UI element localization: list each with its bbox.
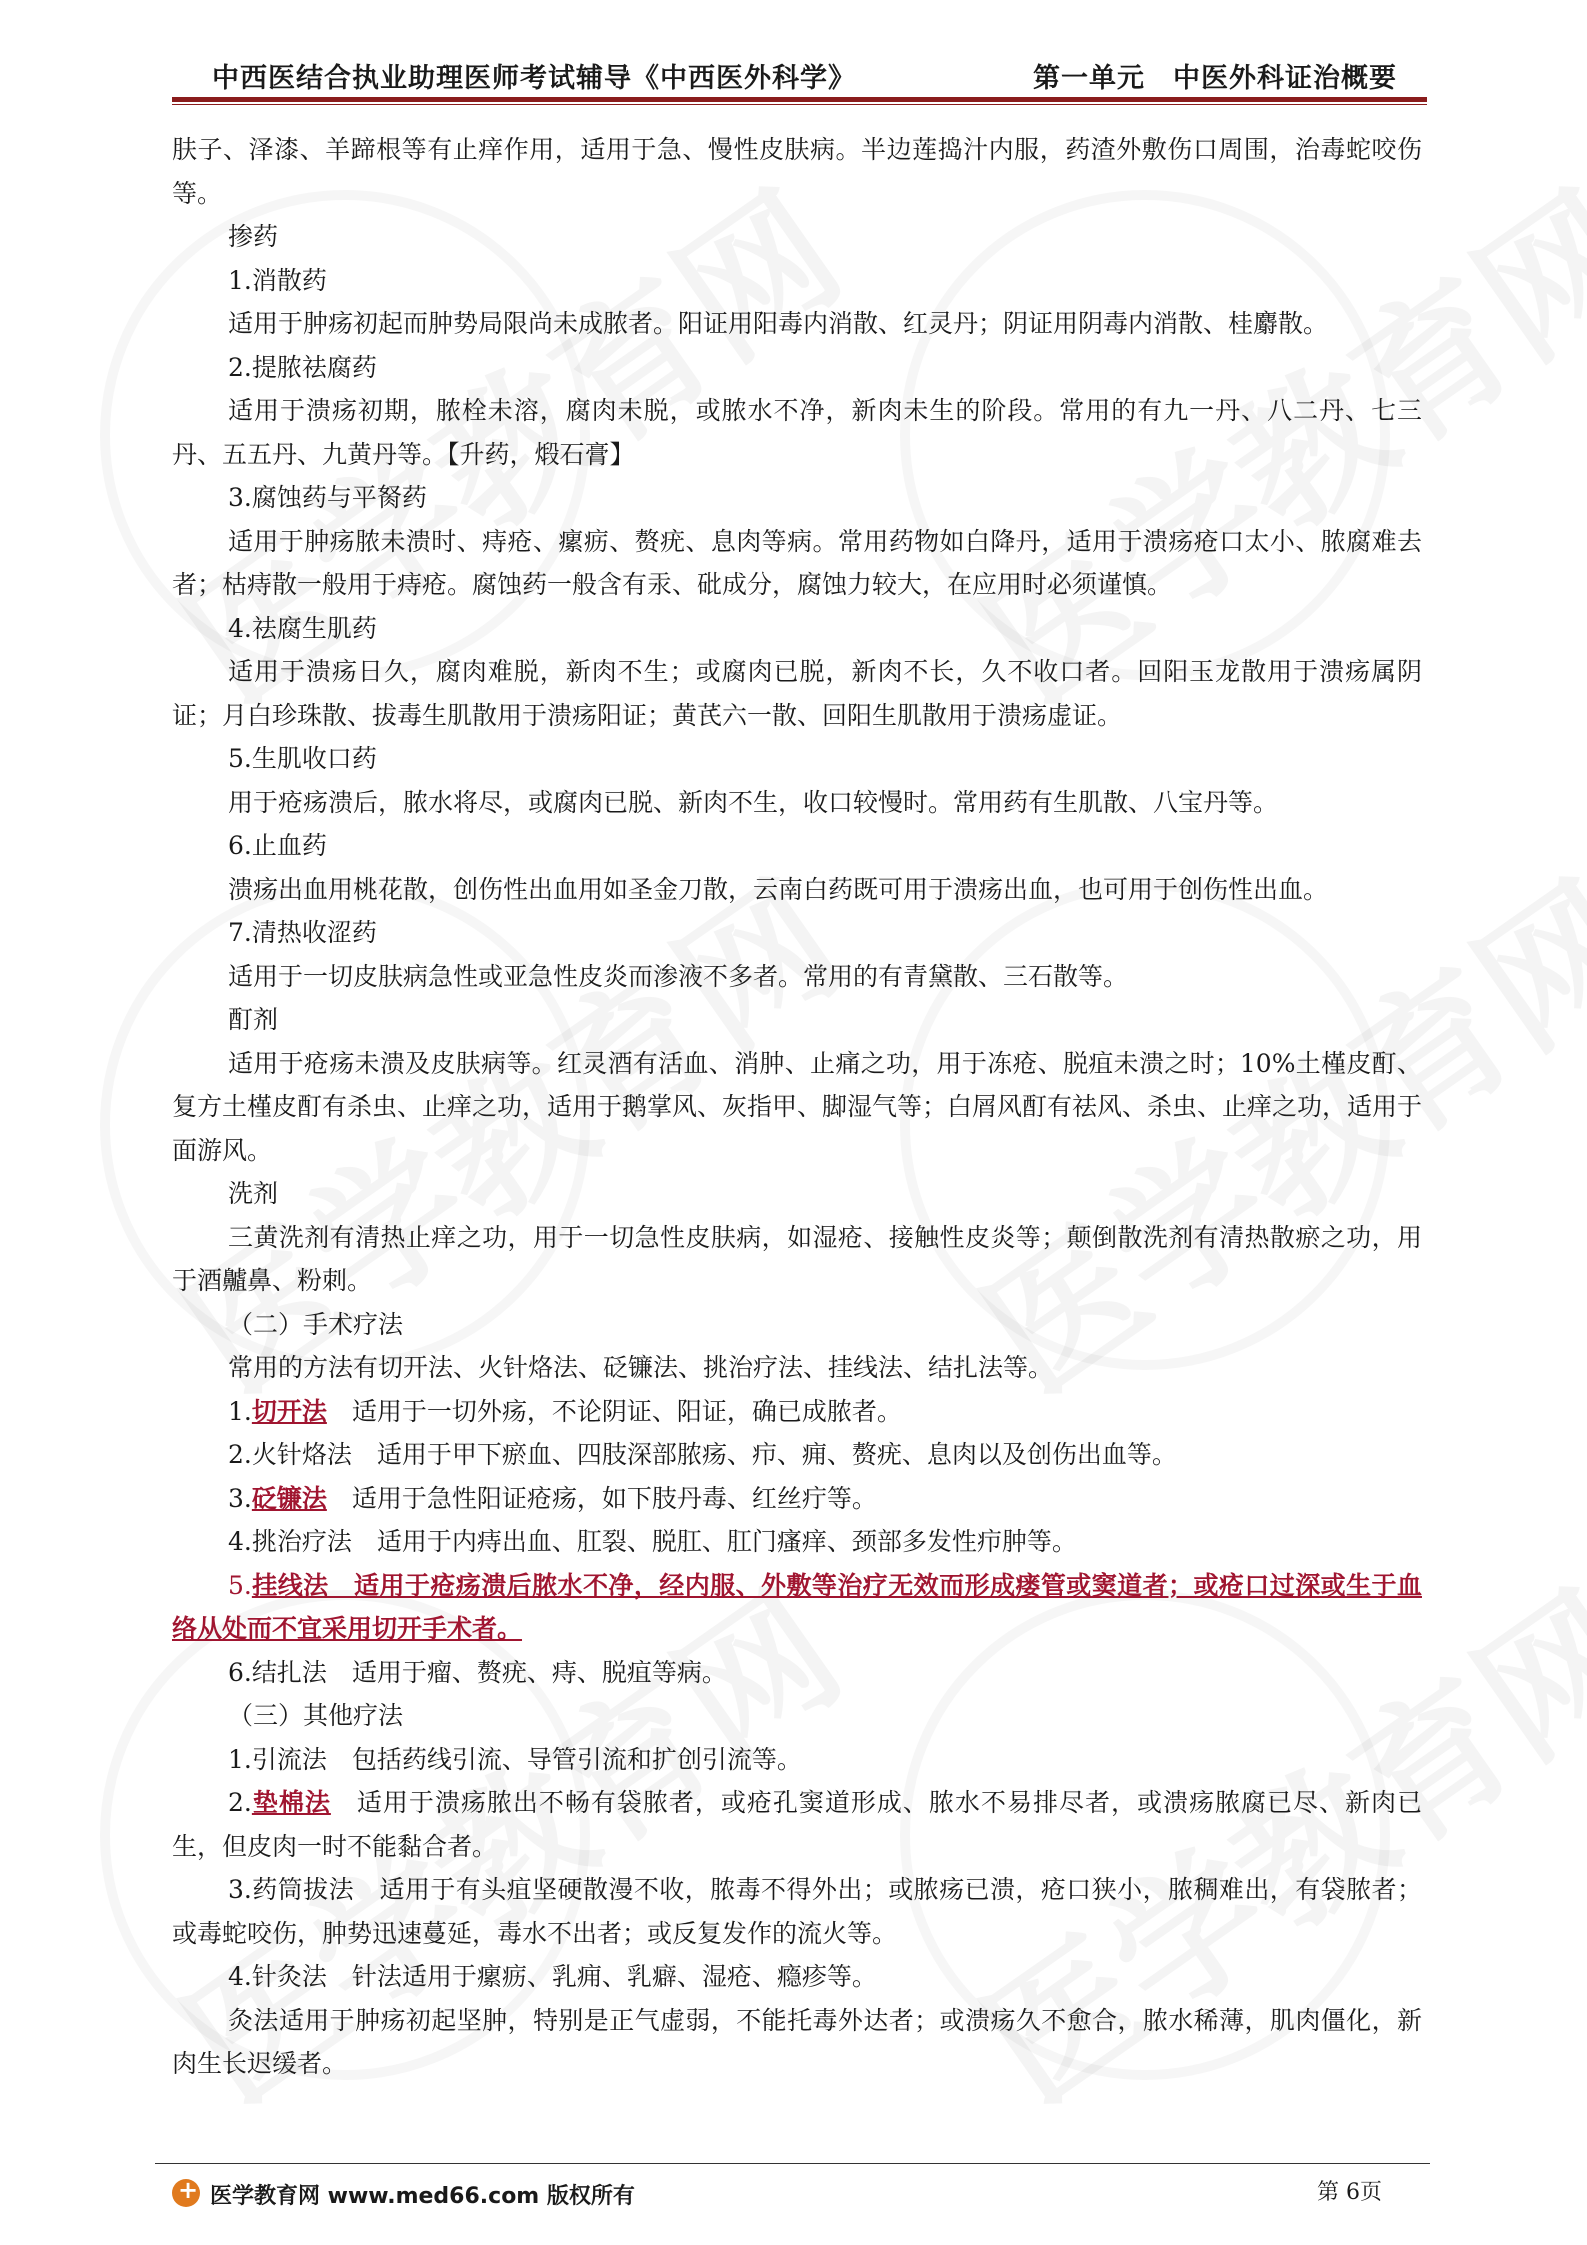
item-heading: 6.止血药 xyxy=(228,831,327,860)
paragraph: 肤子、泽漆、羊蹄根等有止痒作用，适用于急、慢性皮肤病。半边莲捣汁内服，药渣外敷伤口周围，治毒蛇咬伤等。 xyxy=(172,135,1422,208)
section-heading: （三）其他疗法 xyxy=(228,1701,404,1730)
highlight-text: 挂线法 适用于疮疡溃后脓水不净，经内服、外敷等治疗无效而形成瘘管或窦道者；或疮口过深或生于血络从处而不宜采用切开手术者。 xyxy=(172,1570,1422,1643)
method-item: 2.火针烙法 适用于甲下瘀血、四肢深部脓疡、疖、痈、赘疣、息肉以及创伤出血等。 xyxy=(228,1440,1177,1469)
section-heading: （二）手术疗法 xyxy=(228,1309,404,1339)
method-item: 4.针灸法 针法适用于瘰疬、乳痈、乳癖、湿疮、瘾疹等。 xyxy=(228,1962,877,1991)
page-footer xyxy=(172,2175,1427,2215)
item-text: 适用于溃疡脓出不畅有袋脓者，或疮孔窦道形成、脓水不易排尽者，或溃疡脓腐已尽、新肉已生，但皮肉一时不能黏合者。 xyxy=(172,1788,1422,1861)
item-text: 适用于一切外疡，不论阴证、阳证，确已成脓者。 xyxy=(326,1396,902,1426)
paragraph: 适用于疮疡未溃及皮肤病等。红灵酒有活血、消肿、止痛之功，用于冻疮、脱疽未溃之时；10%土槿皮酊、复方土槿皮酊有杀虫、止痒之功，适用于鹅掌风、灰指甲、脚湿气等；白屑风酊有祛风、杀虫、止痒之功，适用于面游风。 xyxy=(172,1048,1423,1165)
footer-copyright: 医学教育网 www.med66.com 版权所有 xyxy=(210,2184,635,2209)
section-heading: 酊剂 xyxy=(228,1005,279,1034)
key-term: 垫棉法 xyxy=(251,1788,331,1817)
method-item: 4.挑治疗法 适用于内痔出血、肛裂、脱肛、肛门瘙痒、颈部多发性疖肿等。 xyxy=(228,1527,1077,1556)
footer-rule xyxy=(155,2163,1430,2164)
paragraph: 适用于溃疡日久，腐肉难脱，新肉不生；或腐肉已脱，新肉不长，久不收口者。回阳玉龙散用于溃疡属阴证；月白珍珠散、拔毒生肌散用于溃疡阳证；黄芪六一散、回阳生肌散用于溃疡虚证。 xyxy=(172,657,1422,730)
item-number: 3. xyxy=(228,1483,252,1513)
item-heading: 7.清热收涩药 xyxy=(228,918,377,947)
paragraph: 用于疮疡溃后，脓水将尽，或腐肉已脱、新肉不生，收口较慢时。常用药有生肌散、八宝丹等。 xyxy=(228,787,1279,817)
paragraph: 三黄洗剂有清热止痒之功，用于一切急性皮肤病，如湿疮、接触性皮炎等；颠倒散洗剂有清热散瘀之功，用于酒齇鼻、粉刺。 xyxy=(172,1222,1422,1295)
header-book-title: 中西医结合执业助理医师考试辅导《中西医外科学》 xyxy=(212,63,856,94)
paragraph: 溃疡出血用桃花散，创伤性出血用如圣金刀散，云南白药既可用于溃疡出血，也可用于创伤性出血。 xyxy=(228,874,1329,904)
paragraph: 适用于一切皮肤病急性或亚急性皮炎而渗液不多者。常用的有青黛散、三石散等。 xyxy=(228,961,1129,991)
header-rule-thin xyxy=(172,104,1427,105)
item-number: 2. xyxy=(228,1788,252,1817)
key-term: 砭镰法 xyxy=(251,1483,327,1513)
med66-logo-icon xyxy=(172,2179,200,2207)
page-header xyxy=(172,56,1427,94)
page-number: 第 6页 xyxy=(1317,2180,1382,2205)
paragraph: 常用的方法有切开法、火针烙法、砭镰法、挑治疗法、挂线法、结扎法等。 xyxy=(228,1353,1054,1382)
header-rule xyxy=(172,97,1427,102)
item-number: 1. xyxy=(228,1396,252,1426)
method-item xyxy=(172,1781,1422,1868)
method-item: 6.结扎法 适用于瘤、赘疣、痔、脱疽等病。 xyxy=(228,1657,727,1687)
item-heading: 5.生肌收口药 xyxy=(228,744,377,773)
method-item: 1.引流法 包括药线引流、导管引流和扩创引流等。 xyxy=(228,1744,802,1774)
page-content xyxy=(172,128,1422,2086)
paragraph: 适用于溃疡初期，脓栓未溶，腐肉未脱，或脓水不净，新肉未生的阶段。常用的有九一丹、八二丹、七三丹、五五丹、九黄丹等。【升药，煅石膏】 xyxy=(172,396,1422,469)
item-text: 适用于急性阳证疮疡，如下肢丹毒、红丝疔等。 xyxy=(326,1483,877,1513)
section-heading: 洗剂 xyxy=(228,1179,279,1208)
method-item-highlight xyxy=(172,1564,1422,1651)
item-heading: 1.消散药 xyxy=(228,265,327,295)
paragraph: 适用于肿疡初起而肿势局限尚未成脓者。阳证用阳毒内消散、红灵丹；阴证用阴毒内消散、桂麝散。 xyxy=(228,309,1329,338)
method-item xyxy=(172,1390,1422,1434)
item-number: 5. xyxy=(228,1570,252,1600)
section-heading: 掺药 xyxy=(228,222,279,251)
key-term: 切开法 xyxy=(251,1396,327,1426)
item-heading: 2.提脓祛腐药 xyxy=(228,352,377,382)
item-heading: 3.腐蚀药与平胬药 xyxy=(228,483,427,512)
item-heading: 4.祛腐生肌药 xyxy=(228,613,377,643)
paragraph: 适用于肿疡脓未溃时、痔疮、瘰疬、赘疣、息肉等病。常用药物如白降丹，适用于溃疡疮口太小、脓腐难去者；枯痔散一般用于痔疮。腐蚀药一般含有汞、砒成分，腐蚀力较大，在应用时必须谨慎。 xyxy=(172,526,1422,599)
method-item: 3.药筒拔法 适用于有头疽坚硬散漫不收，脓毒不得外出；或脓疡已溃，疮口狭小，脓稠难出，有袋脓者；或毒蛇咬伤，肿势迅速蔓延，毒水不出者；或反复发作的流火等。 xyxy=(172,1875,1422,1948)
header-unit-title: 第一单元 中医外科证治概要 xyxy=(1033,63,1397,94)
paragraph: 灸法适用于肿疡初起坚肿，特别是正气虚弱，不能托毒外达者；或溃疡久不愈合，脓水稀薄，肌肉僵化，新肉生长迟缓者。 xyxy=(172,2005,1422,2078)
method-item xyxy=(172,1477,1422,1521)
